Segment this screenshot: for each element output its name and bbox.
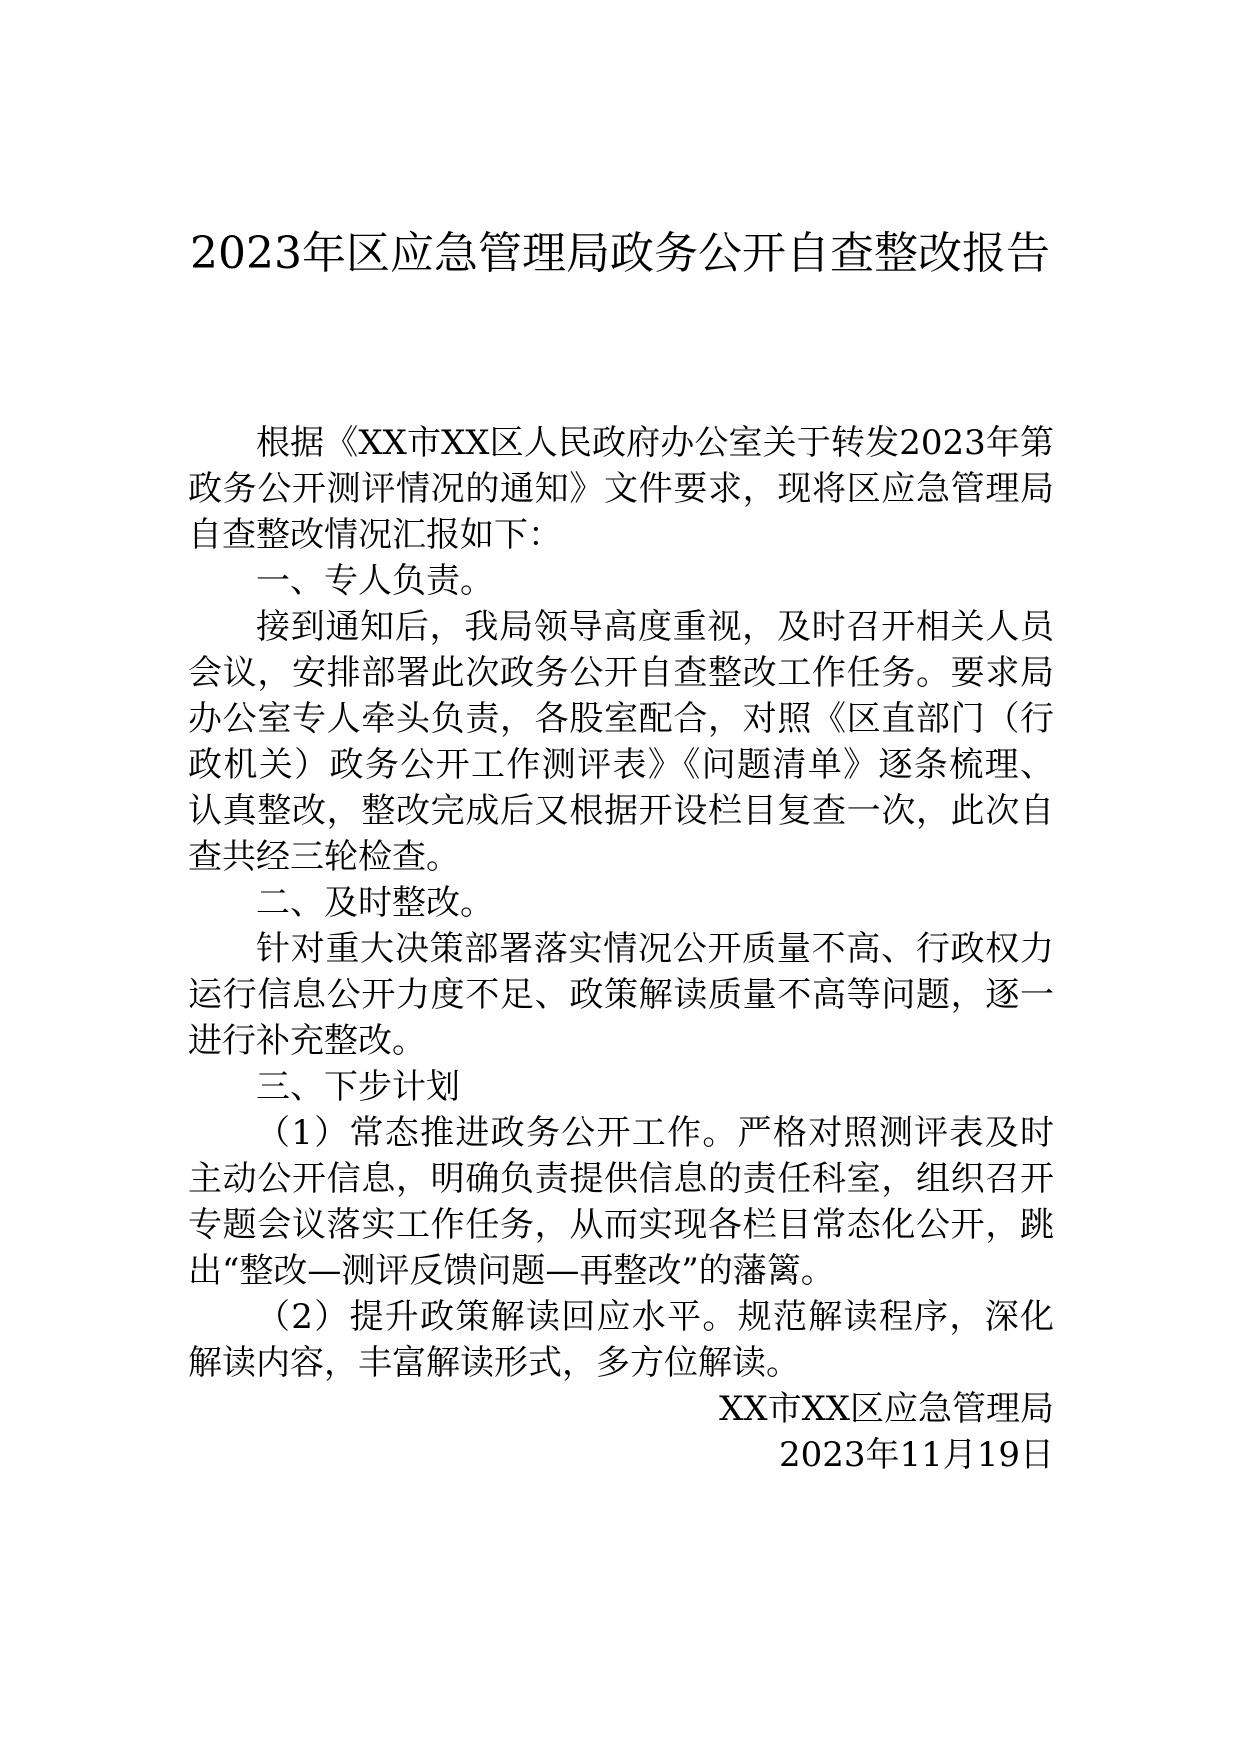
plan-item-1: （1）常态推进政务公开工作。严格对照测评表及时主动公开信息，明确负责提供信息的责任科室，组织召开专题会议落实工作任务，从而实现各栏目常态化公开，跳出“整改—测评反馈问题—再整改”的藩篱。 [188,1113,1054,1291]
section-body-2: 针对重大决策部署落实情况公开质量不高、行政权力运行信息公开力度不足、政策解读质量不高等问题，逐一进行补充整改。 [188,929,1054,1061]
section-heading-3: 三、下步计划 [256,1067,460,1107]
signature-date: 2023年11月19日 [778,1435,1054,1475]
plan-item-2: （2）提升政策解读回应水平。规范解读程序，深化解读内容，丰富解读形式，多方位解读。 [188,1297,1054,1383]
document-title: 2023年区应急管理局政务公开自查整改报告 [190,228,1050,279]
section-heading-1: 一、专人负责。 [256,561,494,601]
document-body [188,420,1054,1478]
section-body-1: 接到通知后，我局领导高度重视，及时召开相关人员会议，安排部署此次政务公开自查整改工作任务。要求局办公室专人牵头负责，各股室配合，对照《区直部门（行政机关）政务公开工作测评表》《问题清单》逐条梳理、认真整改，整改完成后又根据开设栏目复查一次，此次自查共经三轮检查。 [188,607,1054,877]
signature-organization: XX市XX区应急管理局 [719,1389,1054,1429]
intro-paragraph: 根据《XX市XX区人民政府办公室关于转发2023年第政务公开测评情况的通知》文件要求，现将区应急管理局自查整改情况汇报如下： [188,423,1054,555]
section-heading-2: 二、及时整改。 [256,883,494,923]
